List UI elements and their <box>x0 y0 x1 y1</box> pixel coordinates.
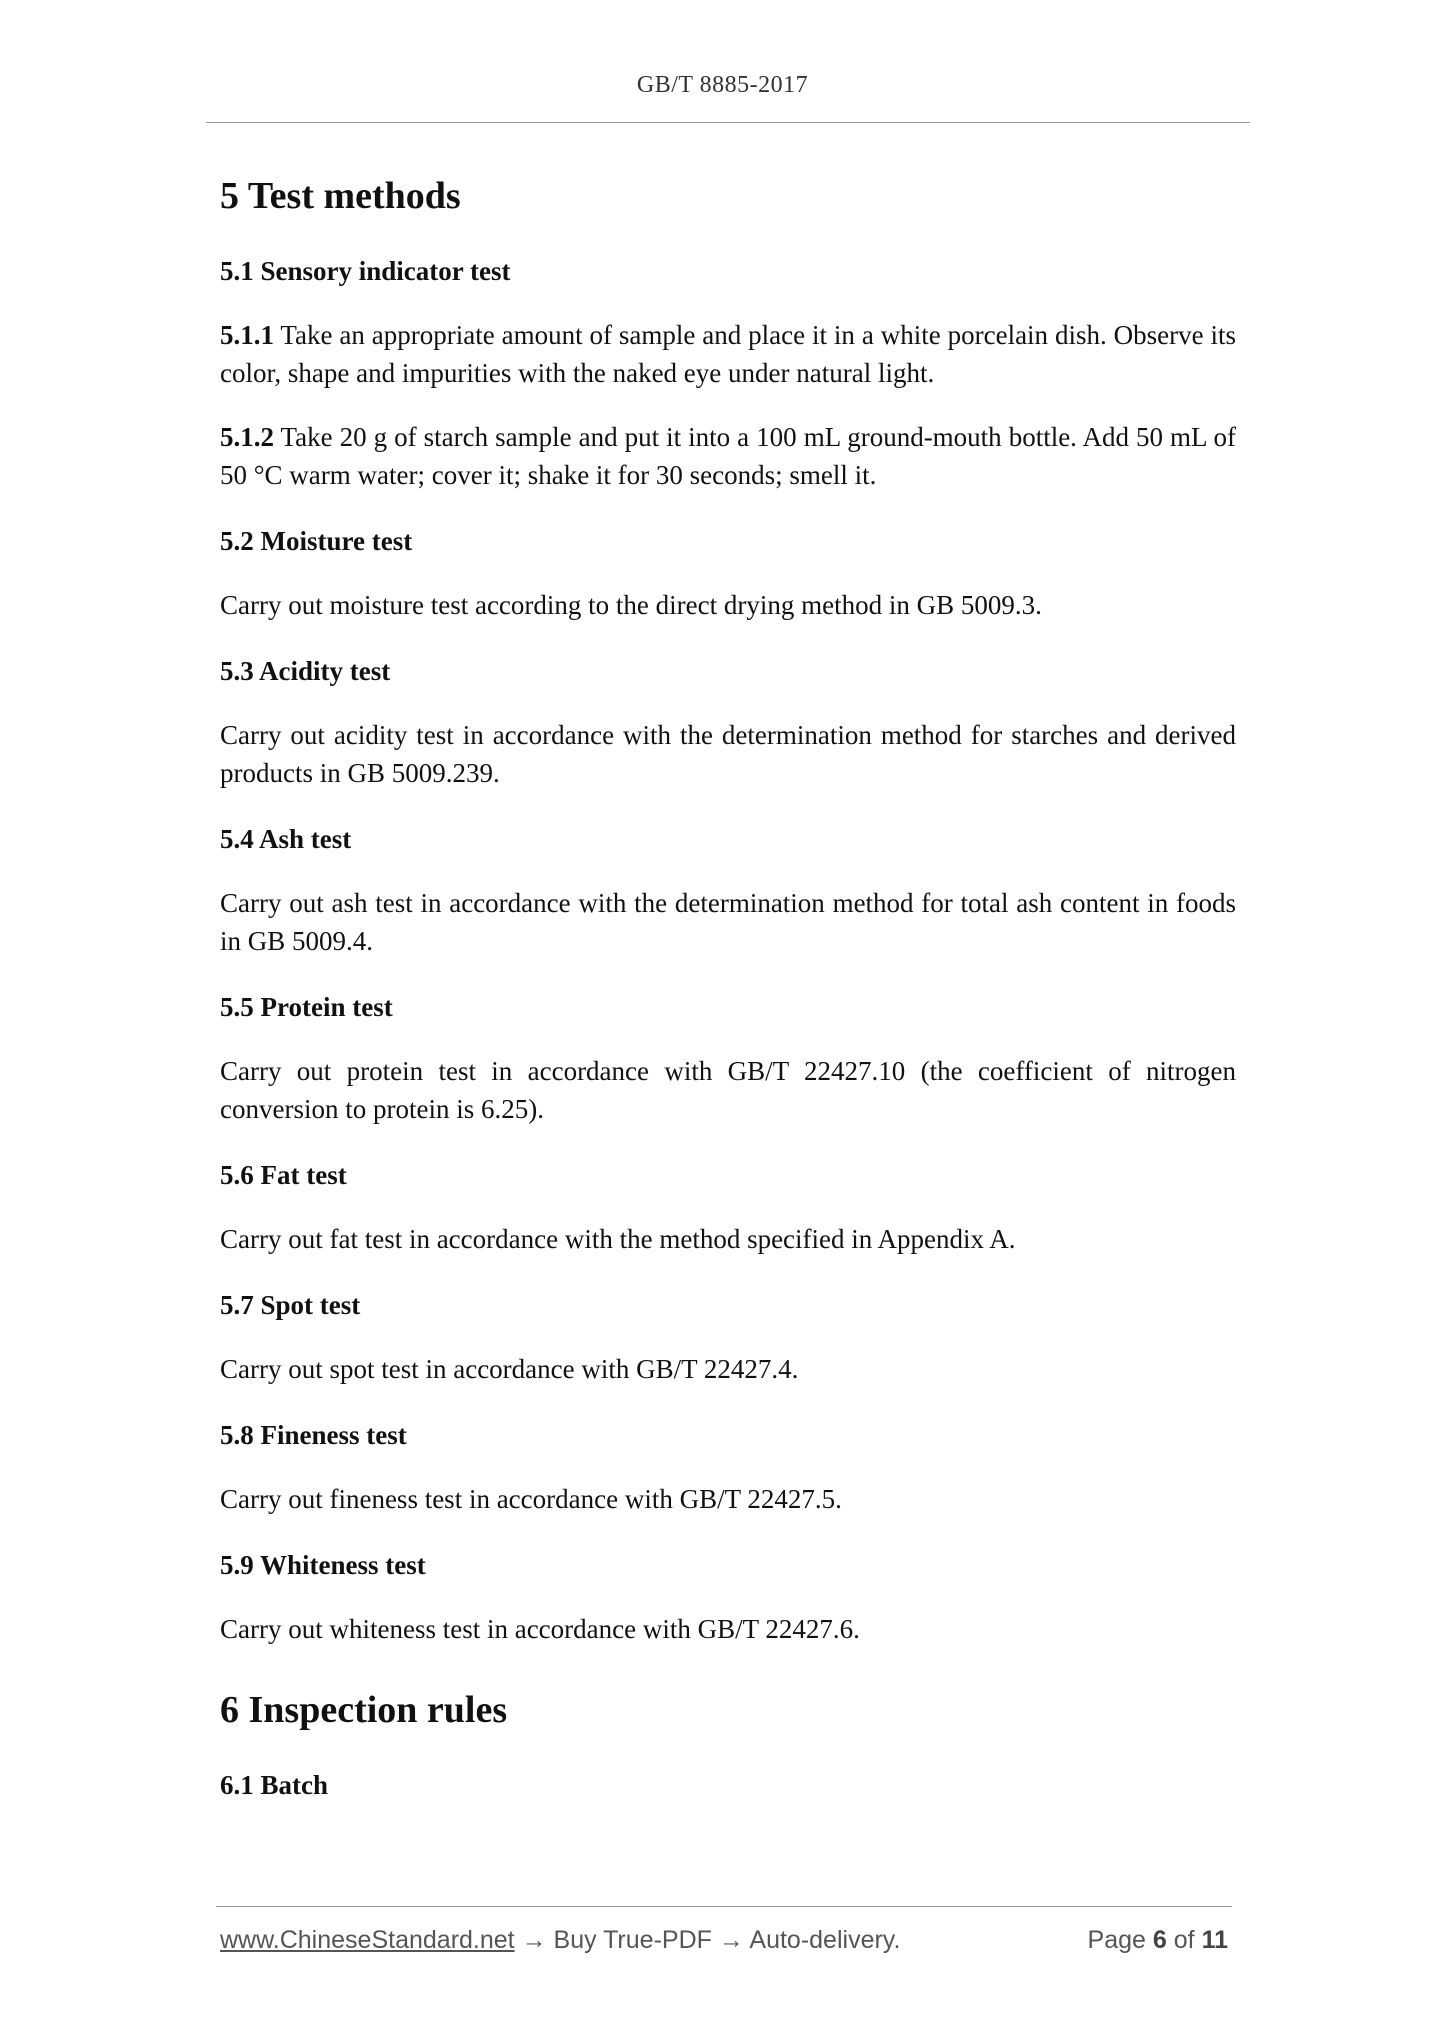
section-5-8-heading: 5.8 Fineness test <box>220 1420 407 1450</box>
document-header: GB/T 8885-2017 <box>636 72 809 98</box>
clause-number: 5.1.2 <box>220 422 274 452</box>
footer-promo <box>220 1926 900 1955</box>
section-5-2-heading: 5.2 Moisture test <box>220 526 413 556</box>
clause-number: 5.1.1 <box>220 320 274 350</box>
website-link[interactable]: www.ChineseStandard.net <box>220 1926 515 1954</box>
section-5-3-heading: 5.3 Acidity test <box>220 656 391 686</box>
clause-text: Take an appropriate amount of sample and place it in a white porcelain dish. Observe its color, shape and impurities with the naked eye under natural light. <box>220 320 1236 388</box>
footer-tagline: → Buy True-PDF → Auto-delivery. <box>514 1926 901 1954</box>
section-5-9-heading: 5.9 Whiteness test <box>220 1550 426 1580</box>
page-content <box>220 168 1236 1806</box>
section-5-7-heading: 5.7 Spot test <box>220 1290 361 1320</box>
page-indicator <box>1088 1926 1228 1955</box>
paragraph-5-1-2 <box>220 418 1236 494</box>
paragraph-5-6: Carry out fat test in accordance with the method specified in Appendix A. <box>220 1224 1016 1254</box>
section-5-heading: 5 Test methods <box>220 175 461 217</box>
section-6-1-heading: 6.1 Batch <box>220 1770 328 1800</box>
footer-divider <box>216 1906 1232 1907</box>
paragraph-5-5: Carry out protein test in accordance with GB/T 22427.10 (the coefficient of nitrogen conversion to protein is 6.25). <box>220 1056 1236 1124</box>
page-of-label: of <box>1173 1926 1195 1954</box>
section-5-4-heading: 5.4 Ash test <box>220 824 352 854</box>
clause-text: Take 20 g of starch sample and put it into a 100 mL ground-mouth bottle. Add 50 mL of 50 °C warm water; cover it; shake it for 30 seconds; smell it. <box>220 422 1236 490</box>
header-divider <box>206 122 1250 123</box>
section-6-heading: 6 Inspection rules <box>220 1689 508 1731</box>
paragraph-5-8: Carry out fineness test in accordance with GB/T 22427.5. <box>220 1484 842 1514</box>
paragraph-5-7: Carry out spot test in accordance with GB/T 22427.4. <box>220 1354 799 1384</box>
total-pages-number: 11 <box>1201 1926 1228 1954</box>
section-5-1-heading: 5.1 Sensory indicator test <box>220 256 511 286</box>
page-label: Page <box>1087 1926 1146 1954</box>
paragraph-5-4: Carry out ash test in accordance with the determination method for total ash content in foods in GB 5009.4. <box>220 888 1236 956</box>
section-5-6-heading: 5.6 Fat test <box>220 1160 347 1190</box>
paragraph-5-9: Carry out whiteness test in accordance with GB/T 22427.6. <box>220 1614 860 1644</box>
current-page-number: 6 <box>1152 1926 1167 1954</box>
section-5-5-heading: 5.5 Protein test <box>220 992 393 1022</box>
page-footer <box>220 1926 1228 1955</box>
paragraph-5-3: Carry out acidity test in accordance with the determination method for starches and derived products in GB 5009.239. <box>220 720 1236 788</box>
paragraph-5-1-1 <box>220 316 1236 392</box>
paragraph-5-2: Carry out moisture test according to the direct drying method in GB 5009.3. <box>220 590 1042 620</box>
